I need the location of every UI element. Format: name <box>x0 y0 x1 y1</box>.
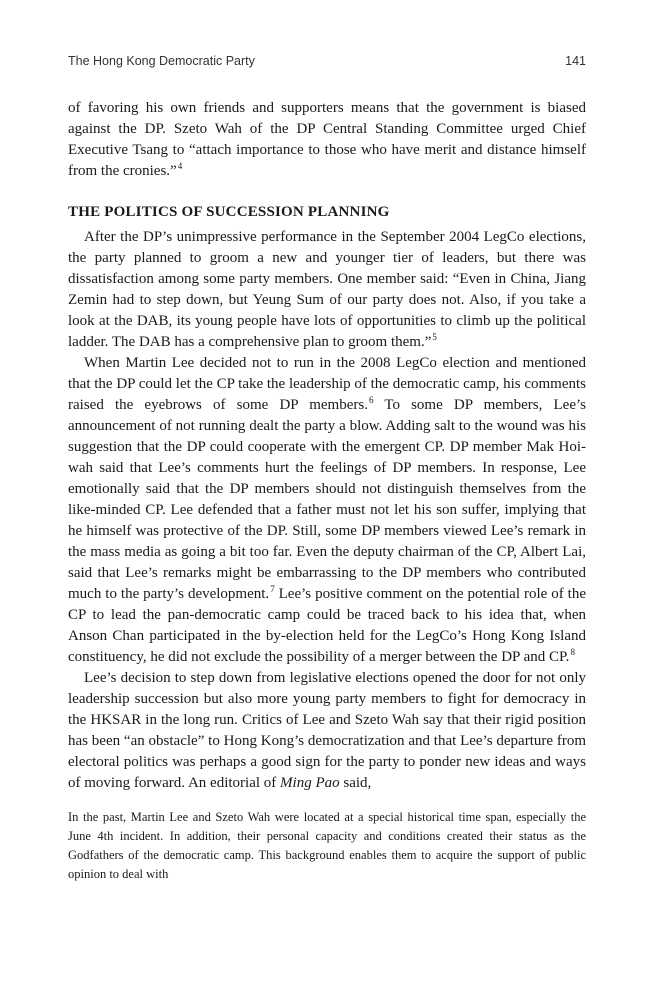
paragraph-text: of favoring his own friends and supporters means that the government is biased against the DP. Szeto Wah of the DP Central Standing Committee urged Chief Executive Tsang to “attach importance to those who have merit and distance himself from the cronies.” <box>68 100 586 179</box>
paragraph-continuation <box>68 98 586 182</box>
footnote-marker: 8 <box>570 647 575 657</box>
paragraph-text: Lee’s positive comment on the potential role of the CP to lead the pan-democratic camp could be traced back to his idea that, when Anson Chan participated in the by-election held for the LegCo’s Hong Kong Island constituency, he did not exclude the possibility of a merger between the DP and CP. <box>68 586 587 665</box>
paragraph-text: After the DP’s unimpressive performance in the September 2004 LegCo elections, the party planned to groom a new and younger tier of leaders, but there was dissatisfaction among some party members. One member said: “Even in China, Jiang Zemin had to step down, but Yeung Sum of our party does not. Also, if you take a look at the DAB, its young people have lots of opportunities to climb up the political ladder. The DAB has a comprehensive plan to groom them.” <box>68 229 586 350</box>
running-title: The Hong Kong Democratic Party <box>68 54 255 68</box>
section-heading: THE POLITICS OF SUCCESSION PLANNING <box>68 204 390 220</box>
paragraph-text: Lee’s decision to step down from legislative elections opened the door for not only leadership succession but also more young party members to fight for democracy in the HKSAR in the long run. Critics of Lee and Szeto Wah say that their rigid position has been “an obstacle” to Hong Kong’s democratization and that Lee’s departure from electoral politics was perhaps a good sign for the party to ponder new ideas and ways of moving forward. An editorial of <box>68 670 586 791</box>
footnote-marker: 6 <box>368 395 374 405</box>
newspaper-title: Ming Pao <box>280 775 340 791</box>
paragraph-martin-lee <box>68 353 586 668</box>
paragraph-step-down <box>68 668 586 794</box>
footnote-marker: 5 <box>432 332 437 342</box>
paragraph-text: To some DP members, Lee’s announcement of not running dealt the party a blow. Adding salt to the wound was his suggestion that the DP could cooperate with the emergent CP. DP member Mak Hoi-wah said that Lee’s comments hurt the feelings of DP members. In response, Lee emotionally said that the DP members should not distinguish themselves from the like-minded CP. Lee defended that a father must not let his son suffer, implying that he himself was protective of the DP. Still, some DP members viewed Lee’s remark in the mass media as going a bit too far. Even the deputy chairman of the CP, Albert Lai, said that Lee’s remarks might be embarrassing to the DP members who contributed much to the party’s development. <box>68 397 586 602</box>
paragraph-text: said, <box>339 775 372 791</box>
running-header <box>68 54 586 76</box>
page-number: 141 <box>565 54 586 68</box>
paragraph-text: When Martin Lee decided not to run in the 2008 LegCo election and mentioned that the DP could let the CP take the leadership of the democratic camp, his comments raised the eyebrows of some DP members. <box>68 355 586 413</box>
paragraph-dissatisfaction <box>68 227 586 353</box>
book-page <box>68 54 586 884</box>
footnote-marker: 4 <box>177 161 183 171</box>
footnote-marker: 7 <box>270 584 275 594</box>
block-quote: In the past, Martin Lee and Szeto Wah were located at a special historical time span, especially the June 4th incident. In addition, their personal capacity and conditions created their status as the Godfathers of the democratic camp. This background enables them to acquire the support of public opinion to deal with <box>68 810 586 881</box>
